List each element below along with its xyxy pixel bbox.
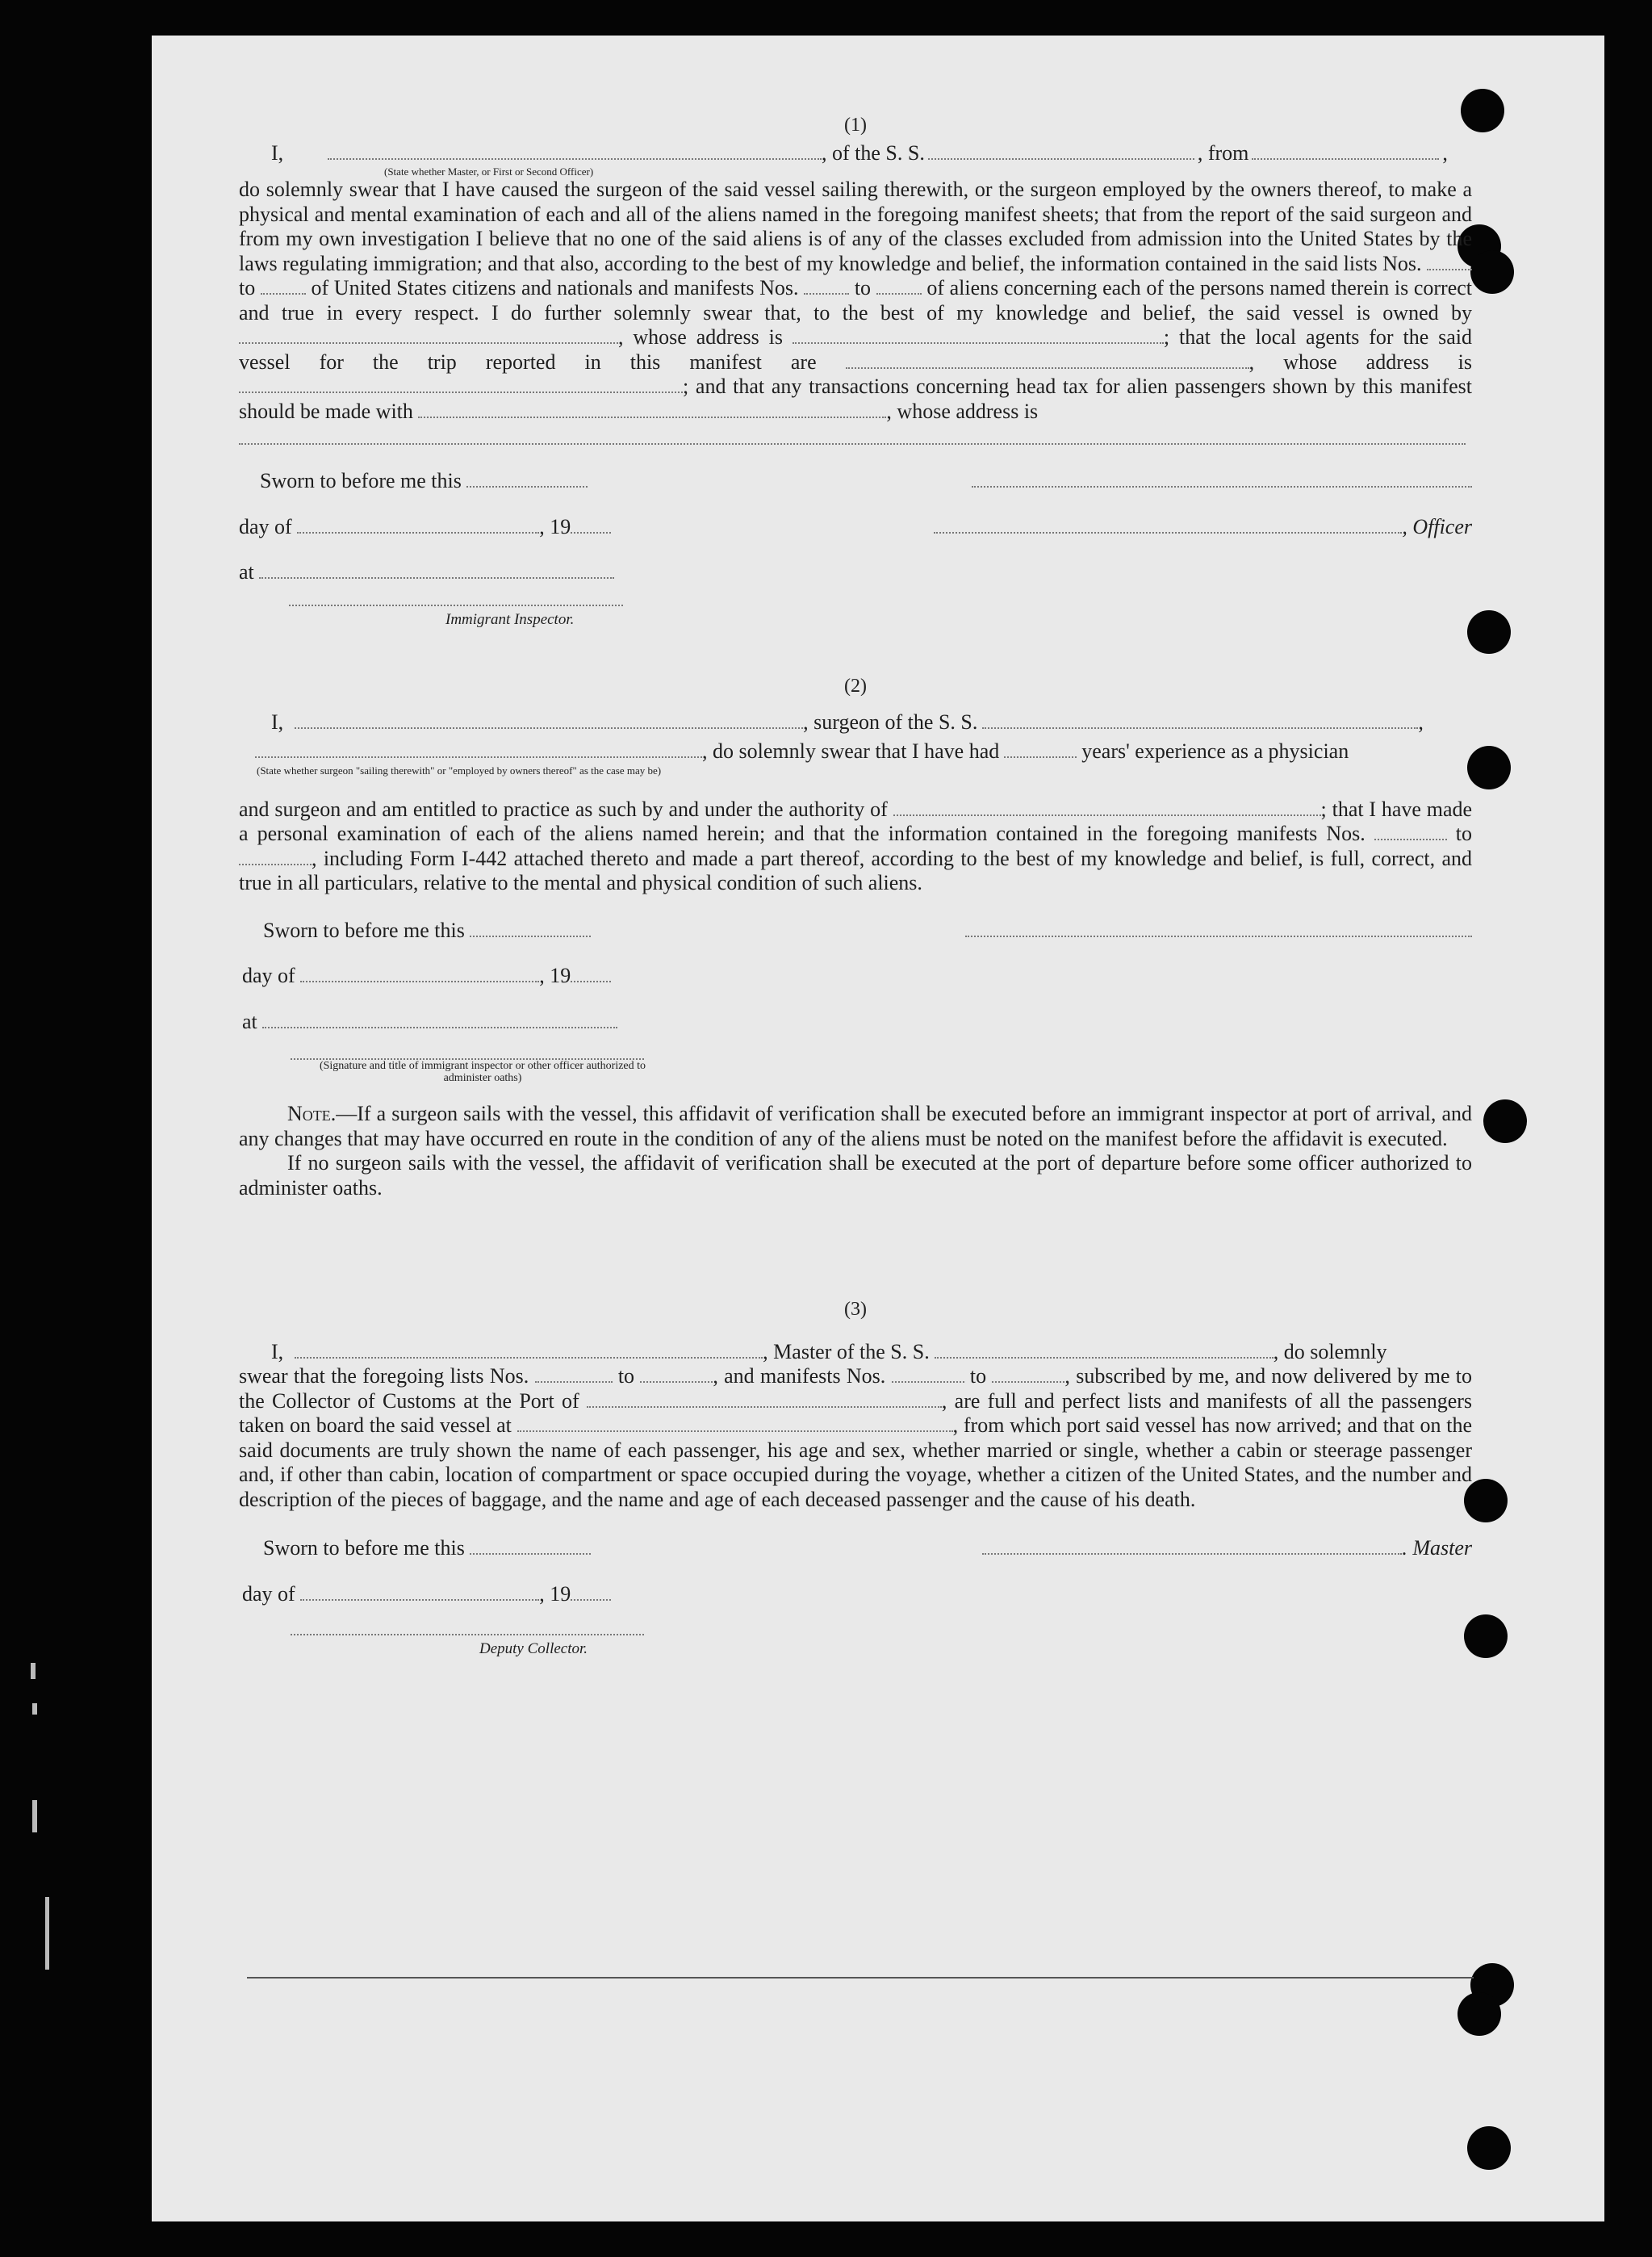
- master-signature-line[interactable]: [982, 1537, 1402, 1555]
- surgeon-manifests-to-field[interactable]: [239, 848, 312, 865]
- sworn-day-field[interactable]: [470, 919, 591, 937]
- sworn-row: Sworn to before me this: [239, 919, 1472, 944]
- vessel-name-field[interactable]: [928, 142, 1194, 160]
- surgeon-status-field[interactable]: [255, 740, 702, 758]
- port-field[interactable]: [587, 1390, 942, 1408]
- punch-hole: [1467, 610, 1511, 654]
- punch-hole: [1467, 2126, 1511, 2170]
- edge-mark: [32, 1703, 37, 1715]
- sworn-day-field[interactable]: [470, 1537, 591, 1555]
- note-paragraph: Note.—If a surgeon sails with the vessel, this affidavit of verification shall be executed before an immigrant inspector at port of arrival, and any changes that may have occurred en route in the condition of any of the aliens must be noted on the manifest before the affidavit is executed.: [239, 1102, 1472, 1150]
- affidavit-text: [239, 113, 1472, 1662]
- at-row: at: [239, 1010, 1472, 1035]
- inspector-caption: Immigrant Inspector.: [445, 610, 575, 628]
- oath-paragraph-3: swear that the foregoing lists Nos. to , and manifests Nos. to , subscribed by me, and now delivered by me to the Collector of Customs at the Port of , are full and perfect lists and manifests of all the passengers taken on board the said vessel at , from which port said vessel has now arrived; and that on the said documents are truly shown the name of each passenger, his age and sex, whether married or single, whether a cabin or steerage passenger and, if other than cabin, location of compartment or space occupied during the voyage, whether a citizen of the United States, and the number and description of the pieces of baggage, and the name and age of each deceased passenger and the cause of his death.: [239, 1364, 1473, 1511]
- surgeon-caption: (State whether surgeon "sailing therewith" or "employed by owners thereof" as the case may be): [257, 764, 662, 777]
- officer-name-field[interactable]: [328, 142, 822, 160]
- edge-mark: [31, 1663, 36, 1679]
- inspector-caption: (Signature and title of immigrant inspector or other officer authorized to administer oaths): [319, 1060, 646, 1084]
- officer-caption: (State whether Master, or First or Second Officer): [384, 165, 594, 178]
- at-row: at: [239, 560, 1472, 585]
- from-port-field[interactable]: [1252, 142, 1439, 160]
- manifest-page: [152, 36, 1604, 2221]
- master-name-field[interactable]: [295, 1341, 763, 1359]
- punch-hole: [1458, 1992, 1501, 2036]
- deputy-signature-line[interactable]: [291, 1634, 644, 1635]
- officer-signature-line[interactable]: [972, 470, 1472, 488]
- master-line: I, , Master of the S. S. , do solemnly: [271, 1339, 1387, 1363]
- year-field[interactable]: [571, 1583, 611, 1601]
- at-place-field[interactable]: [262, 1011, 617, 1028]
- owner-field[interactable]: [239, 326, 618, 344]
- bottom-rule: [247, 1977, 1474, 1979]
- address-continuation-line[interactable]: [239, 443, 1466, 445]
- master-manifests-from-field[interactable]: [892, 1365, 964, 1383]
- day-of-row: day of , 19: [239, 1582, 1472, 1607]
- punch-hole: [1470, 250, 1514, 294]
- deputy-caption: Deputy Collector.: [479, 1640, 588, 1657]
- head-tax-party-field[interactable]: [418, 400, 886, 418]
- inspector-signature-line[interactable]: [289, 605, 623, 606]
- day-of-row: day of , 19: [239, 964, 1472, 989]
- edge-mark: [45, 1897, 49, 1970]
- manifests-from-field[interactable]: [804, 277, 849, 295]
- lists-from-field[interactable]: [1427, 253, 1472, 270]
- surgeon-line-2: , do solemnly swear that I have had years' experience as a physician: [239, 739, 1472, 764]
- owner-address-field[interactable]: [793, 326, 1164, 344]
- section-number: (1): [844, 115, 867, 136]
- section-number: (3): [844, 1299, 867, 1320]
- at-place-field[interactable]: [259, 561, 614, 579]
- sworn-row: Sworn to before me this . Master: [263, 1536, 1472, 1560]
- surgeon-signature-line[interactable]: [965, 919, 1472, 937]
- year-field[interactable]: [571, 516, 611, 534]
- surgeon-manifests-from-field[interactable]: [1374, 823, 1447, 840]
- manifests-to-field[interactable]: [876, 277, 922, 295]
- year-field[interactable]: [571, 965, 611, 982]
- sworn-row: Sworn to before me this: [239, 469, 1472, 494]
- oath-paragraph-2: and surgeon and am entitled to practice as such by and under the authority of ; that I have made a personal examination of each of the aliens named herein; and that the information contained in the foregoing manifests Nos. to , including Form I-442 attached thereto and made a part thereof, according to the best of my knowledge and belief, is full, correct, and true in all particulars, relative to the mental and physical condition of such aliens.: [239, 797, 1473, 894]
- day-of-field[interactable]: [300, 965, 539, 982]
- day-of-row: day of , 19 , Officer: [239, 514, 1472, 538]
- agents-address-field[interactable]: [239, 375, 683, 393]
- surgeon-line: I, , surgeon of the S. S. ,: [271, 710, 1424, 734]
- master-lists-from-field[interactable]: [535, 1365, 613, 1383]
- agents-field[interactable]: [846, 351, 1249, 369]
- sworn-day-field[interactable]: [466, 470, 588, 488]
- oath-paragraph-1: do solemnly swear that I have caused the surgeon of the said vessel sailing therewith, or the surgeon employed by the owners thereof, to make a physical and mental examination of each and all of the aliens named in the foregoing manifest sheets; that from the report of the said surgeon and from my own investigation I believe that no one of the said aliens is of any of the classes excluded from admission into the United States by the laws regulating immigration; and that also, according to the best of my knowledge and belief, the information contained in the said lists Nos. to of United States citizens and nationals and manifests Nos. to of aliens concerning each of the persons named therein is correct and true in every respect. I do further solemnly swear that, to the best of my knowledge and belief, the said vessel is owned by , whose address is ; that the local agents for the said vessel for the trip reported in this manifest are , whose address is ; and that any transactions concerning head tax for alien passengers shown by this manifest should be made with , whose address is: [239, 178, 1473, 423]
- years-experience-field[interactable]: [1004, 740, 1077, 758]
- officer-line: I, , of the S. S. , from ,: [271, 140, 1448, 165]
- surgeon-name-field[interactable]: [295, 711, 803, 729]
- master-manifests-to-field[interactable]: [992, 1365, 1064, 1383]
- edge-mark: [32, 1800, 37, 1832]
- embark-port-field[interactable]: [517, 1414, 953, 1432]
- officer-title-field[interactable]: [934, 516, 1402, 534]
- day-of-field[interactable]: [297, 516, 539, 534]
- master-vessel-field[interactable]: [935, 1341, 1274, 1359]
- surgeon-vessel-field[interactable]: [982, 711, 1418, 729]
- punch-hole: [1483, 1099, 1527, 1143]
- master-lists-to-field[interactable]: [640, 1365, 713, 1383]
- authority-field[interactable]: [893, 798, 1321, 816]
- lists-to-field[interactable]: [261, 277, 306, 295]
- day-of-field[interactable]: [300, 1583, 539, 1601]
- section-number: (2): [844, 676, 867, 697]
- punch-hole: [1467, 746, 1511, 789]
- note-paragraph-2: If no surgeon sails with the vessel, the affidavit of verification shall be executed at the port of departure before some officer authorized to administer oaths.: [239, 1151, 1472, 1200]
